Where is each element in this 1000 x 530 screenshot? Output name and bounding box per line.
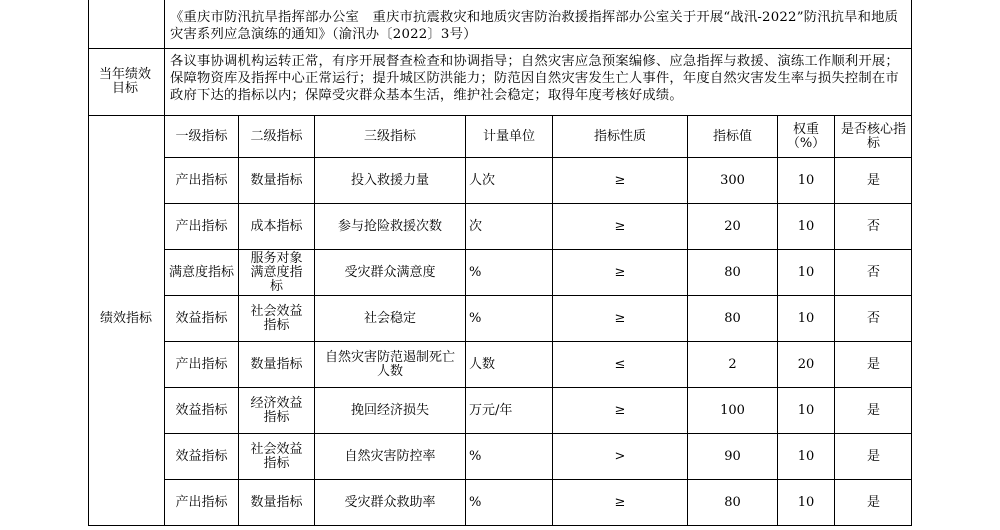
level3-indicator: 社会稳定	[363, 310, 416, 326]
indicator-nature: ≥	[614, 310, 626, 326]
indicator-value: 80	[724, 494, 741, 510]
level2-indicator: 服务对象满意度指标	[250, 250, 303, 294]
table-border-left	[88, 0, 89, 526]
notice-text: 《重庆市防汛抗旱指挥部办公室 重庆市抗震救灾和地质灾害防治救援指挥部办公室关于开展“战汛-2022”防汛抗旱和地质灾害系列应急演练的通知》（渝汛办〔2022〕3号）	[170, 10, 899, 42]
header-weight: 权重（%）	[786, 121, 826, 151]
notice-label-bottom-rule	[88, 48, 164, 49]
indicator-value: 20	[724, 218, 741, 234]
level3-indicator: 投入救援力量	[350, 172, 429, 188]
performance-table	[88, 0, 912, 530]
weight: 10	[797, 172, 815, 188]
unit: %	[469, 264, 482, 280]
weight: 10	[797, 264, 815, 280]
weight: 20	[797, 356, 815, 372]
unit: %	[469, 448, 482, 464]
level1-indicator: 产出指标	[175, 356, 228, 372]
level2-indicator: 数量指标	[250, 494, 303, 510]
level2-indicator: 成本指标	[250, 218, 303, 234]
is-core: 是	[866, 172, 880, 188]
indicator-value: 80	[724, 264, 741, 280]
notice-bottom-rule	[164, 48, 912, 49]
level3-indicator: 自然灾害防范遏制死亡人数	[324, 349, 455, 379]
is-core: 是	[866, 448, 880, 464]
level1-indicator: 效益指标	[175, 402, 228, 418]
level1-indicator: 产出指标	[175, 218, 228, 234]
header-unit: 计量单位	[482, 128, 535, 144]
indicator-value: 2	[728, 356, 737, 372]
level2-indicator: 经济效益指标	[250, 395, 303, 425]
table-row-rule	[164, 525, 912, 526]
indicator-value: 300	[720, 172, 745, 188]
weight: 10	[797, 494, 815, 510]
indicator-nature: ≥	[614, 172, 626, 188]
level1-indicator: 效益指标	[175, 448, 228, 464]
level1-indicator: 产出指标	[175, 172, 228, 188]
level2-indicator: 社会效益指标	[250, 441, 303, 471]
indicator-value: 80	[724, 310, 741, 326]
indicator-nature: ≥	[614, 494, 626, 510]
weight: 10	[797, 218, 815, 234]
unit: 万元/年	[469, 402, 513, 418]
header-level1: 一级指标	[175, 128, 228, 144]
unit: %	[469, 494, 482, 510]
header-level2: 二级指标	[250, 128, 303, 144]
level1-indicator: 满意度指标	[168, 264, 234, 280]
level3-indicator: 受灾群众救助率	[344, 494, 436, 510]
indicator-value: 100	[720, 402, 745, 418]
level1-indicator: 产出指标	[175, 494, 228, 510]
level3-indicator: 自然灾害防控率	[344, 448, 436, 464]
indicator-section-label: 绩效指标	[99, 311, 152, 326]
annual-goal-text: 各议事协调机构运转正常，有序开展督查检查和协调指导；自然灾害应急预案编修、应急指挥与救援、演练工作顺利开展；保障物资库及指挥中心正常运行；提升城区防洪能力；防范因自然灾害发生亡人事件，年度自然灾害发生率与损失控制在市政府下达的指标以内；保障受灾群众基本生活，维护社会稳定；取得年度考核好成绩。	[170, 54, 899, 103]
indicator-nature: ≤	[614, 356, 626, 372]
unit: %	[469, 310, 482, 326]
annual-goal-label: 当年绩效目标	[98, 67, 151, 96]
header-nature: 指标性质	[593, 128, 646, 144]
indicator-value: 90	[724, 448, 741, 464]
indicator-nature: ≥	[614, 402, 626, 418]
level3-indicator: 受灾群众满意度	[344, 264, 436, 280]
weight: 10	[797, 448, 815, 464]
is-core: 否	[866, 264, 880, 280]
indicator-nature: >	[614, 448, 626, 464]
level1-indicator: 效益指标	[175, 310, 228, 326]
weight: 10	[797, 402, 815, 418]
header-core: 是否核心指标	[841, 121, 907, 151]
unit: 人次	[469, 172, 496, 188]
indicator-nature: ≥	[614, 218, 626, 234]
is-core: 否	[866, 310, 880, 326]
indicator-nature: ≥	[614, 264, 626, 280]
level3-indicator: 参与抢险救援次数	[337, 218, 442, 234]
unit: 次	[469, 218, 483, 234]
header-value: 指标值	[712, 128, 752, 144]
is-core: 是	[866, 402, 880, 418]
is-core: 是	[866, 356, 880, 372]
level3-indicator: 挽回经济损失	[350, 402, 429, 418]
level2-indicator: 数量指标	[250, 356, 303, 372]
level2-indicator: 数量指标	[250, 172, 303, 188]
level2-indicator: 社会效益指标	[250, 303, 303, 333]
is-core: 是	[866, 494, 880, 510]
unit: 人数	[469, 356, 496, 372]
is-core: 否	[866, 218, 880, 234]
weight: 10	[797, 310, 815, 326]
header-level3: 三级指标	[363, 128, 416, 144]
